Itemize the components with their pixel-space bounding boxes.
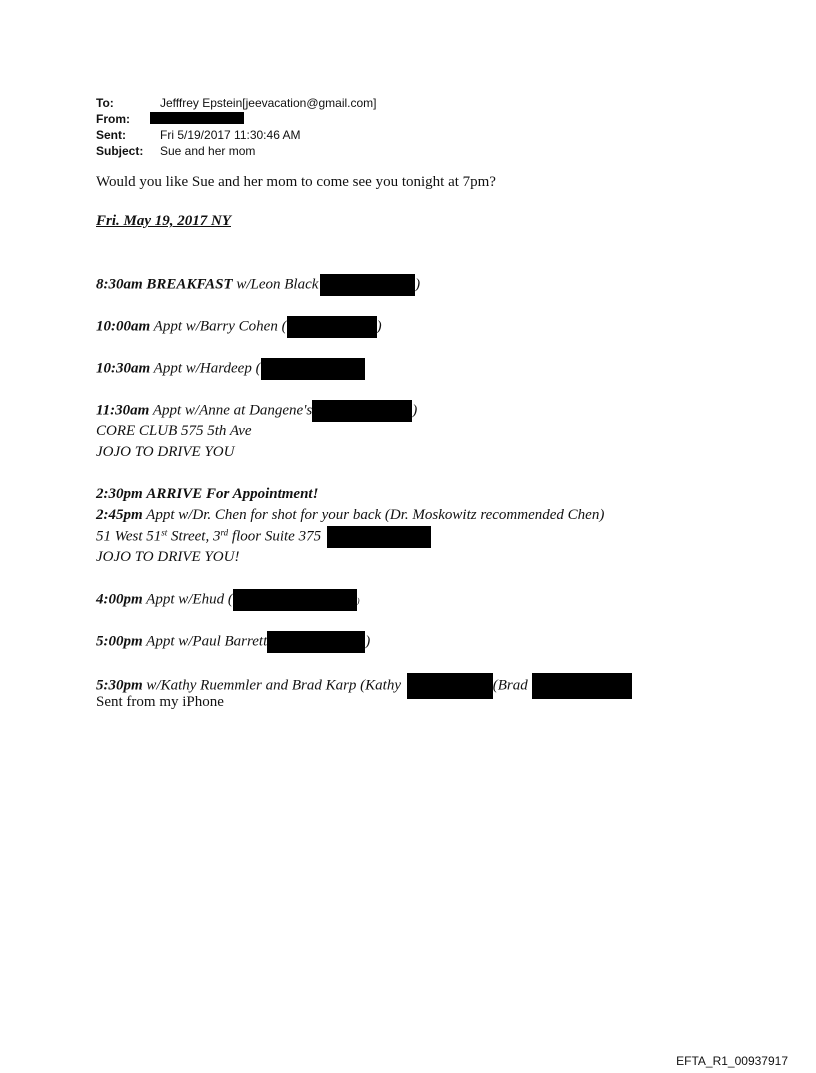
entry-address <box>96 526 431 548</box>
entry-tail: ) <box>365 633 371 650</box>
entry-time: 5:00pm <box>96 633 143 650</box>
entry-text: w/Leon Black <box>236 276 319 293</box>
redaction-box <box>532 673 632 699</box>
from-row <box>96 111 377 127</box>
subject-value: Sue and her mom <box>160 144 256 158</box>
to-row <box>96 95 377 111</box>
entry-text: Appt w/Barry Cohen ( <box>153 318 287 335</box>
entry-tail: ) <box>356 596 360 606</box>
schedule-entry <box>96 505 604 526</box>
schedule-entry <box>96 316 382 338</box>
entry-text: Appt w/Dr. Chen for shot for your back (Dr. Moskowitz recommended Chen) <box>146 507 605 523</box>
redaction-box <box>287 316 377 338</box>
sent-row <box>96 127 377 143</box>
entry-text: Appt w/Anne at Dangene's <box>152 402 313 419</box>
signature: Sent from my iPhone <box>96 694 224 710</box>
redaction-box <box>327 526 431 548</box>
entry-note: JOJO TO DRIVE YOU <box>96 444 235 460</box>
entry-title: BREAKFAST <box>146 276 233 293</box>
email-header <box>96 95 377 159</box>
entry-location: CORE CLUB 575 5th Ave <box>96 423 252 439</box>
schedule-entry <box>96 631 370 653</box>
schedule-entry <box>96 589 360 611</box>
entry-time: 2:45pm <box>96 507 143 523</box>
redaction-box <box>320 274 415 296</box>
entry-time: 10:30am <box>96 360 151 377</box>
entry-title: ARRIVE For Appointment! <box>146 486 319 502</box>
redaction-box <box>150 112 244 124</box>
redaction-box <box>312 400 412 422</box>
entry-time: 10:00am <box>96 318 151 335</box>
sent-value: Fri 5/19/2017 11:30:46 AM <box>160 128 301 142</box>
entry-time: 4:00pm <box>96 591 143 608</box>
redaction-box <box>407 673 493 699</box>
to-value: Jefffrey Epstein[jeevacation@gmail.com] <box>160 96 377 110</box>
entry-time: 5:30pm <box>96 677 143 694</box>
schedule-entry <box>96 274 420 296</box>
schedule-entry <box>96 400 417 422</box>
entry-time: 2:30pm <box>96 486 143 502</box>
message-body: Would you like Sue and her mom to come see you tonight at 7pm? <box>96 174 496 190</box>
entry-tail: ) <box>415 276 421 293</box>
entry-tail: ) <box>376 318 382 335</box>
document-id: EFTA_R1_00937917 <box>676 1054 788 1068</box>
schedule-entry <box>96 484 318 505</box>
sent-label: Sent: <box>96 128 126 142</box>
schedule-entry <box>96 358 365 380</box>
address-sup: rd <box>220 527 229 538</box>
to-label: To: <box>96 96 114 110</box>
entry-text: (Brad <box>492 677 528 694</box>
schedule-title: Fri. May 19, 2017 NY <box>96 213 231 229</box>
entry-note: JOJO TO DRIVE YOU! <box>96 549 240 565</box>
address-part: floor Suite 375 <box>228 528 322 545</box>
address-sup: st <box>161 527 168 538</box>
redaction-box <box>233 589 357 611</box>
address-part: 51 West 51 <box>96 528 162 545</box>
entry-text: Appt w/Hardeep ( <box>153 360 261 377</box>
address-part: Street, 3 <box>167 528 221 545</box>
entry-time: 11:30am <box>96 402 150 419</box>
subject-label: Subject: <box>96 144 144 158</box>
entry-time: 8:30am <box>96 276 143 293</box>
entry-text: Appt w/Paul Barrett <box>146 633 268 650</box>
from-label: From: <box>96 112 130 126</box>
redaction-box <box>261 358 365 380</box>
entry-tail: ) <box>412 402 418 419</box>
subject-row <box>96 143 377 159</box>
entry-text: w/Kathy Ruemmler and Brad Karp (Kathy <box>146 677 401 694</box>
redaction-box <box>267 631 365 653</box>
entry-text: Appt w/Ehud ( <box>146 591 233 608</box>
